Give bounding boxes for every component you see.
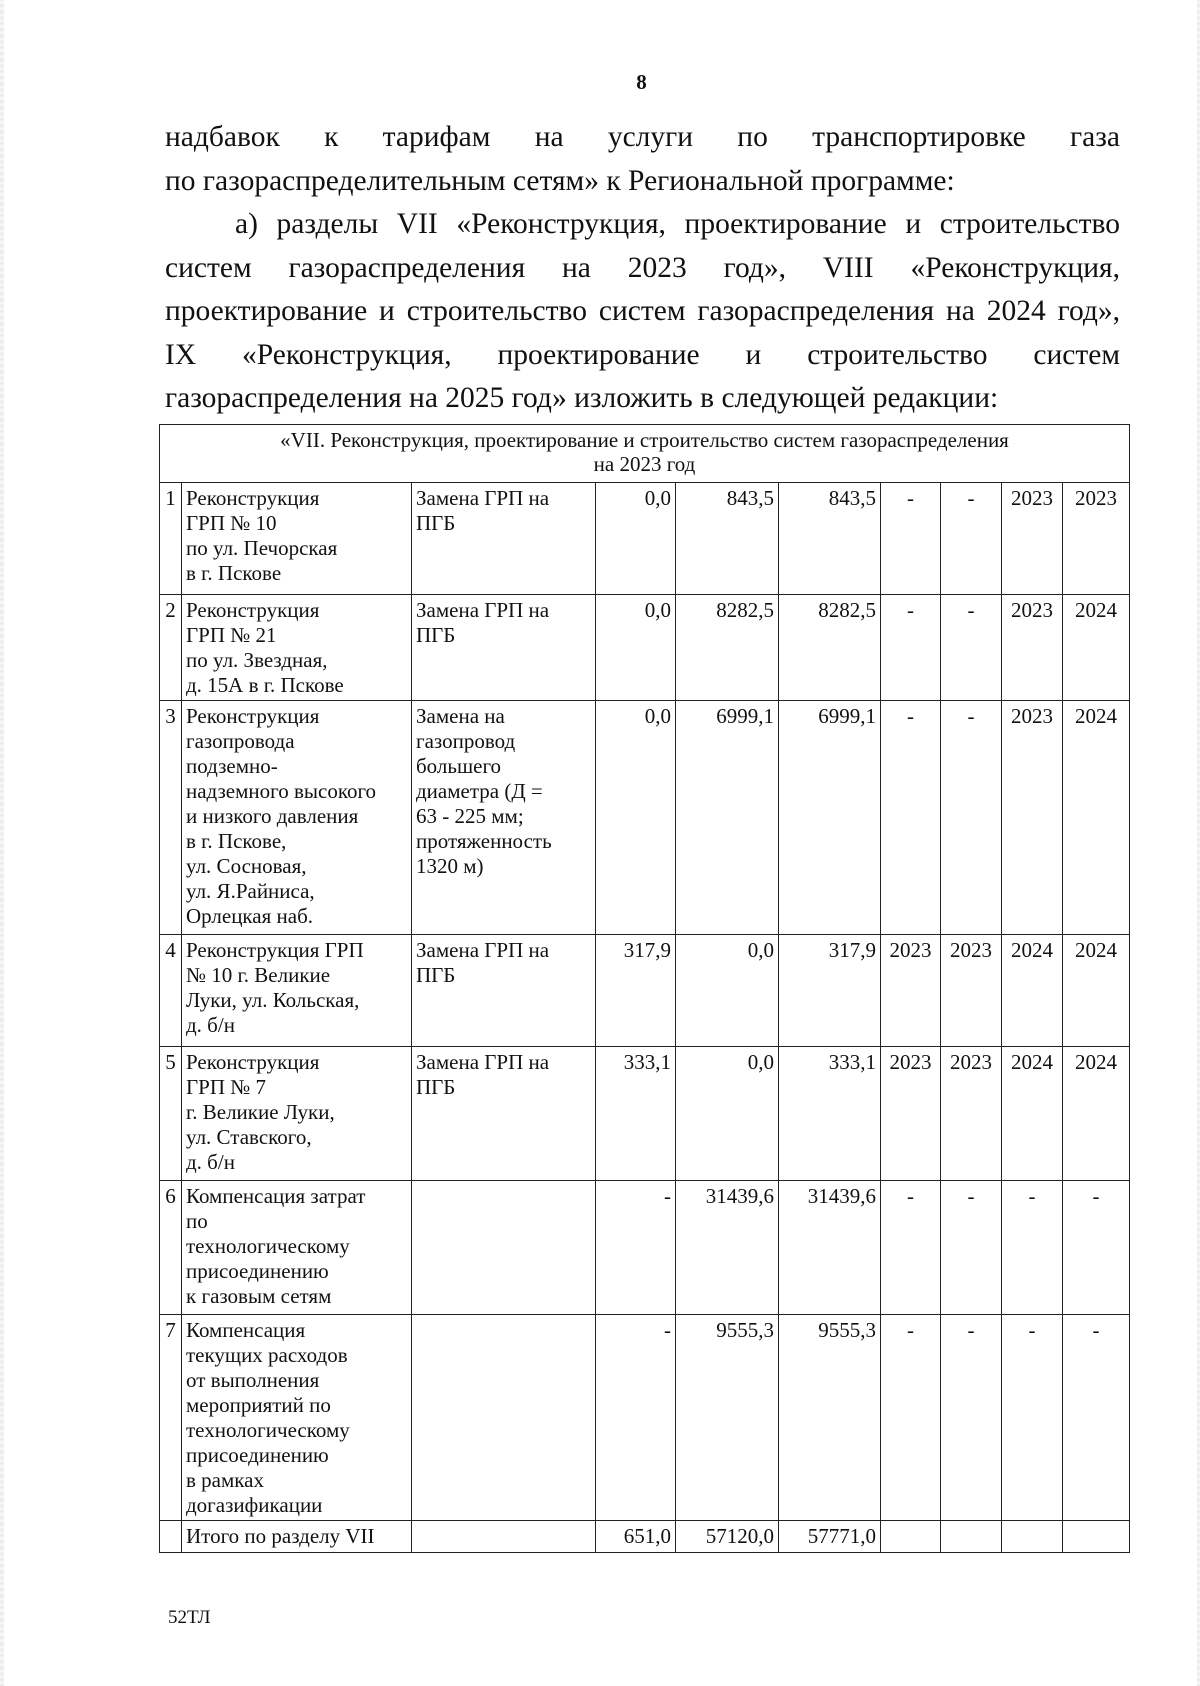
row-year-3: -: [1002, 1181, 1063, 1315]
table-row: [160, 701, 1130, 935]
table-row: [160, 1181, 1130, 1315]
row-description: [412, 1315, 596, 1521]
row-year-3: 2023: [1002, 701, 1063, 935]
row-year-3: 2023: [1002, 595, 1063, 701]
row-description-line: ПГБ: [416, 963, 456, 987]
row-year-3: 2024: [1002, 1047, 1063, 1181]
section-title-line-2: на 2023 год: [593, 452, 696, 476]
row-name-line: догазификации: [186, 1493, 323, 1517]
row-value-2: 843,5: [676, 483, 779, 595]
row-number: 1: [160, 483, 182, 595]
row-number: 5: [160, 1047, 182, 1181]
total-row-number: [160, 1521, 182, 1553]
row-number: 7: [160, 1315, 182, 1521]
row-name-line: в рамках: [186, 1468, 264, 1492]
paragraph-2-line-2: систем газораспределения на 2023 год», VIII «Реконструкция,: [165, 251, 1120, 284]
total-row-year-2: [941, 1521, 1002, 1553]
row-description: [412, 483, 596, 595]
total-row-year-4: [1063, 1521, 1130, 1553]
row-description-line: Замена ГРП на: [416, 938, 550, 962]
row-name-line: мероприятий по: [186, 1393, 331, 1417]
row-name-line: Компенсация затрат: [186, 1184, 366, 1208]
row-name: [182, 935, 412, 1047]
total-row-year-1: [881, 1521, 941, 1553]
row-name-line: Реконструкция ГРП: [186, 938, 364, 962]
row-value-3: 843,5: [779, 483, 881, 595]
row-year-3: 2023: [1002, 483, 1063, 595]
row-name-line: Реконструкция: [186, 1050, 320, 1074]
row-name-line: ГРП № 21: [186, 623, 277, 647]
row-name-line: по ул. Печорская: [186, 536, 338, 560]
row-value-1: 0,0: [596, 701, 676, 935]
row-value-3: 6999,1: [779, 701, 881, 935]
table-row: [160, 1047, 1130, 1181]
row-value-3: 31439,6: [779, 1181, 881, 1315]
table-row: [160, 1315, 1130, 1521]
paragraph-2-line-4: IX «Реконструкция, проектирование и строительство систем: [165, 338, 1120, 371]
row-name-line: текущих расходов: [186, 1343, 348, 1367]
scan-edge-left: [0, 0, 4, 1686]
row-year-4: 2023: [1063, 483, 1130, 595]
row-description-line: ПГБ: [416, 1075, 456, 1099]
row-value-3: 8282,5: [779, 595, 881, 701]
row-value-1: -: [596, 1181, 676, 1315]
row-name-line: № 10 г. Великие: [186, 963, 331, 987]
row-year-3: -: [1002, 1315, 1063, 1521]
row-description-line: диаметра (Д =: [416, 779, 543, 803]
row-name-line: Реконструкция: [186, 704, 320, 728]
row-description: [412, 595, 596, 701]
row-year-1: -: [881, 595, 941, 701]
row-name-line: Реконструкция: [186, 486, 320, 510]
row-description-line: 1320 м): [416, 854, 484, 878]
row-year-2: 2023: [941, 935, 1002, 1047]
row-description-line: ПГБ: [416, 511, 456, 535]
total-row-value-1: 651,0: [596, 1521, 676, 1553]
row-year-4: 2024: [1063, 595, 1130, 701]
row-value-2: 9555,3: [676, 1315, 779, 1521]
row-year-1: -: [881, 1181, 941, 1315]
section-header-row: [160, 425, 1130, 483]
section-title: [160, 425, 1130, 483]
row-value-1: 317,9: [596, 935, 676, 1047]
paragraph-2-line-1: а) разделы VII «Реконструкция, проектирование и строительство: [235, 208, 1120, 240]
row-value-1: -: [596, 1315, 676, 1521]
row-name-line: от выполнения: [186, 1368, 320, 1392]
row-description: [412, 935, 596, 1047]
row-name-line: д. б/н: [186, 1013, 235, 1037]
row-description-line: 63 - 225 мм;: [416, 804, 524, 828]
row-name-line: присоединению: [186, 1259, 329, 1283]
row-description: [412, 1181, 596, 1315]
row-name-line: д. б/н: [186, 1150, 235, 1174]
row-description-line: Замена ГРП на: [416, 598, 550, 622]
row-year-2: -: [941, 483, 1002, 595]
row-value-3: 333,1: [779, 1047, 881, 1181]
row-name-line: технологическому: [186, 1234, 350, 1258]
row-year-4: 2024: [1063, 701, 1130, 935]
row-number: 3: [160, 701, 182, 935]
total-row-value-3: 57771,0: [779, 1521, 881, 1553]
row-year-1: -: [881, 701, 941, 935]
page-number: 8: [636, 70, 647, 94]
row-value-2: 6999,1: [676, 701, 779, 935]
row-value-1: 0,0: [596, 595, 676, 701]
row-number: 6: [160, 1181, 182, 1315]
row-name: [182, 1047, 412, 1181]
section-vii-table: [159, 424, 1130, 1553]
row-year-1: -: [881, 483, 941, 595]
row-name-line: Орлецкая наб.: [186, 904, 314, 928]
table-row: [160, 595, 1130, 701]
paragraph-1-line-2: по газораспределительным сетям» к Региональной программе:: [165, 164, 955, 197]
row-name-line: ул. Ставского,: [186, 1125, 312, 1149]
row-name-line: ГРП № 10: [186, 511, 277, 535]
row-name-line: в г. Пскове,: [186, 829, 287, 853]
paragraph-1-line-1: надбавок к тарифам на услуги по транспортировке газа: [165, 121, 1120, 153]
row-name-line: д. 15А в г. Пскове: [186, 673, 344, 697]
row-year-4: 2024: [1063, 1047, 1130, 1181]
total-row-value-2: 57120,0: [676, 1521, 779, 1553]
section-title-line-1: «VII. Реконструкция, проектирование и строительство систем газораспределения: [280, 428, 1009, 452]
total-row-label: Итого по разделу VII: [182, 1521, 412, 1553]
row-name-line: присоединению: [186, 1443, 329, 1467]
row-name-line: по ул. Звездная,: [186, 648, 328, 672]
table-row: [160, 483, 1130, 595]
row-value-2: 31439,6: [676, 1181, 779, 1315]
row-description: [412, 1047, 596, 1181]
row-name-line: ул. Я.Райниса,: [186, 879, 315, 903]
row-year-1: 2023: [881, 935, 941, 1047]
row-description-line: протяженность: [416, 829, 552, 853]
row-name-line: по: [186, 1209, 208, 1233]
row-name: [182, 1315, 412, 1521]
row-year-4: -: [1063, 1181, 1130, 1315]
row-year-2: -: [941, 1315, 1002, 1521]
total-row-year-3: [1002, 1521, 1063, 1553]
row-description-line: Замена ГРП на: [416, 486, 550, 510]
row-year-1: -: [881, 1315, 941, 1521]
row-year-2: 2023: [941, 1047, 1002, 1181]
row-description-line: ПГБ: [416, 623, 456, 647]
row-year-4: 2024: [1063, 935, 1130, 1047]
row-description-line: большего: [416, 754, 502, 778]
row-value-3: 317,9: [779, 935, 881, 1047]
document-code: 52ТЛ: [168, 1607, 211, 1628]
total-row-description: [412, 1521, 596, 1553]
row-name: [182, 483, 412, 595]
row-description-line: газопровод: [416, 729, 516, 753]
table-row: [160, 935, 1130, 1047]
row-year-3: 2024: [1002, 935, 1063, 1047]
row-description-line: Замена ГРП на: [416, 1050, 550, 1074]
row-year-4: -: [1063, 1315, 1130, 1521]
total-row: [160, 1521, 1130, 1553]
row-value-3: 9555,3: [779, 1315, 881, 1521]
row-name-line: и низкого давления: [186, 804, 359, 828]
row-name-line: г. Великие Луки,: [186, 1100, 335, 1124]
row-name-line: в г. Пскове: [186, 561, 282, 585]
row-name-line: Компенсация: [186, 1318, 306, 1342]
row-name-line: Луки, ул. Кольская,: [186, 988, 360, 1012]
row-name-line: подземно-: [186, 754, 278, 778]
row-value-1: 333,1: [596, 1047, 676, 1181]
body-text: [165, 116, 1120, 421]
row-name-line: надземного высокого: [186, 779, 377, 803]
row-value-2: 8282,5: [676, 595, 779, 701]
row-name: [182, 1181, 412, 1315]
paragraph-2-line-3: проектирование и строительство систем газораспределения на 2024 год»,: [165, 295, 1120, 327]
paragraph-2-line-5: газораспределения на 2025 год» изложить в следующей редакции:: [165, 382, 999, 414]
row-name: [182, 595, 412, 701]
row-number: 2: [160, 595, 182, 701]
row-name-line: газопровода: [186, 729, 295, 753]
row-description-line: Замена на: [416, 704, 505, 728]
row-year-2: -: [941, 1181, 1002, 1315]
row-description: [412, 701, 596, 935]
row-value-2: 0,0: [676, 1047, 779, 1181]
row-name-line: ул. Сосновая,: [186, 854, 307, 878]
row-name-line: Реконструкция: [186, 598, 320, 622]
row-value-2: 0,0: [676, 935, 779, 1047]
row-year-2: -: [941, 701, 1002, 935]
row-name: [182, 701, 412, 935]
row-name-line: к газовым сетям: [186, 1284, 332, 1308]
row-number: 4: [160, 935, 182, 1047]
row-name-line: ГРП № 7: [186, 1075, 267, 1099]
row-year-2: -: [941, 595, 1002, 701]
row-name-line: технологическому: [186, 1418, 350, 1442]
row-year-1: 2023: [881, 1047, 941, 1181]
row-value-1: 0,0: [596, 483, 676, 595]
